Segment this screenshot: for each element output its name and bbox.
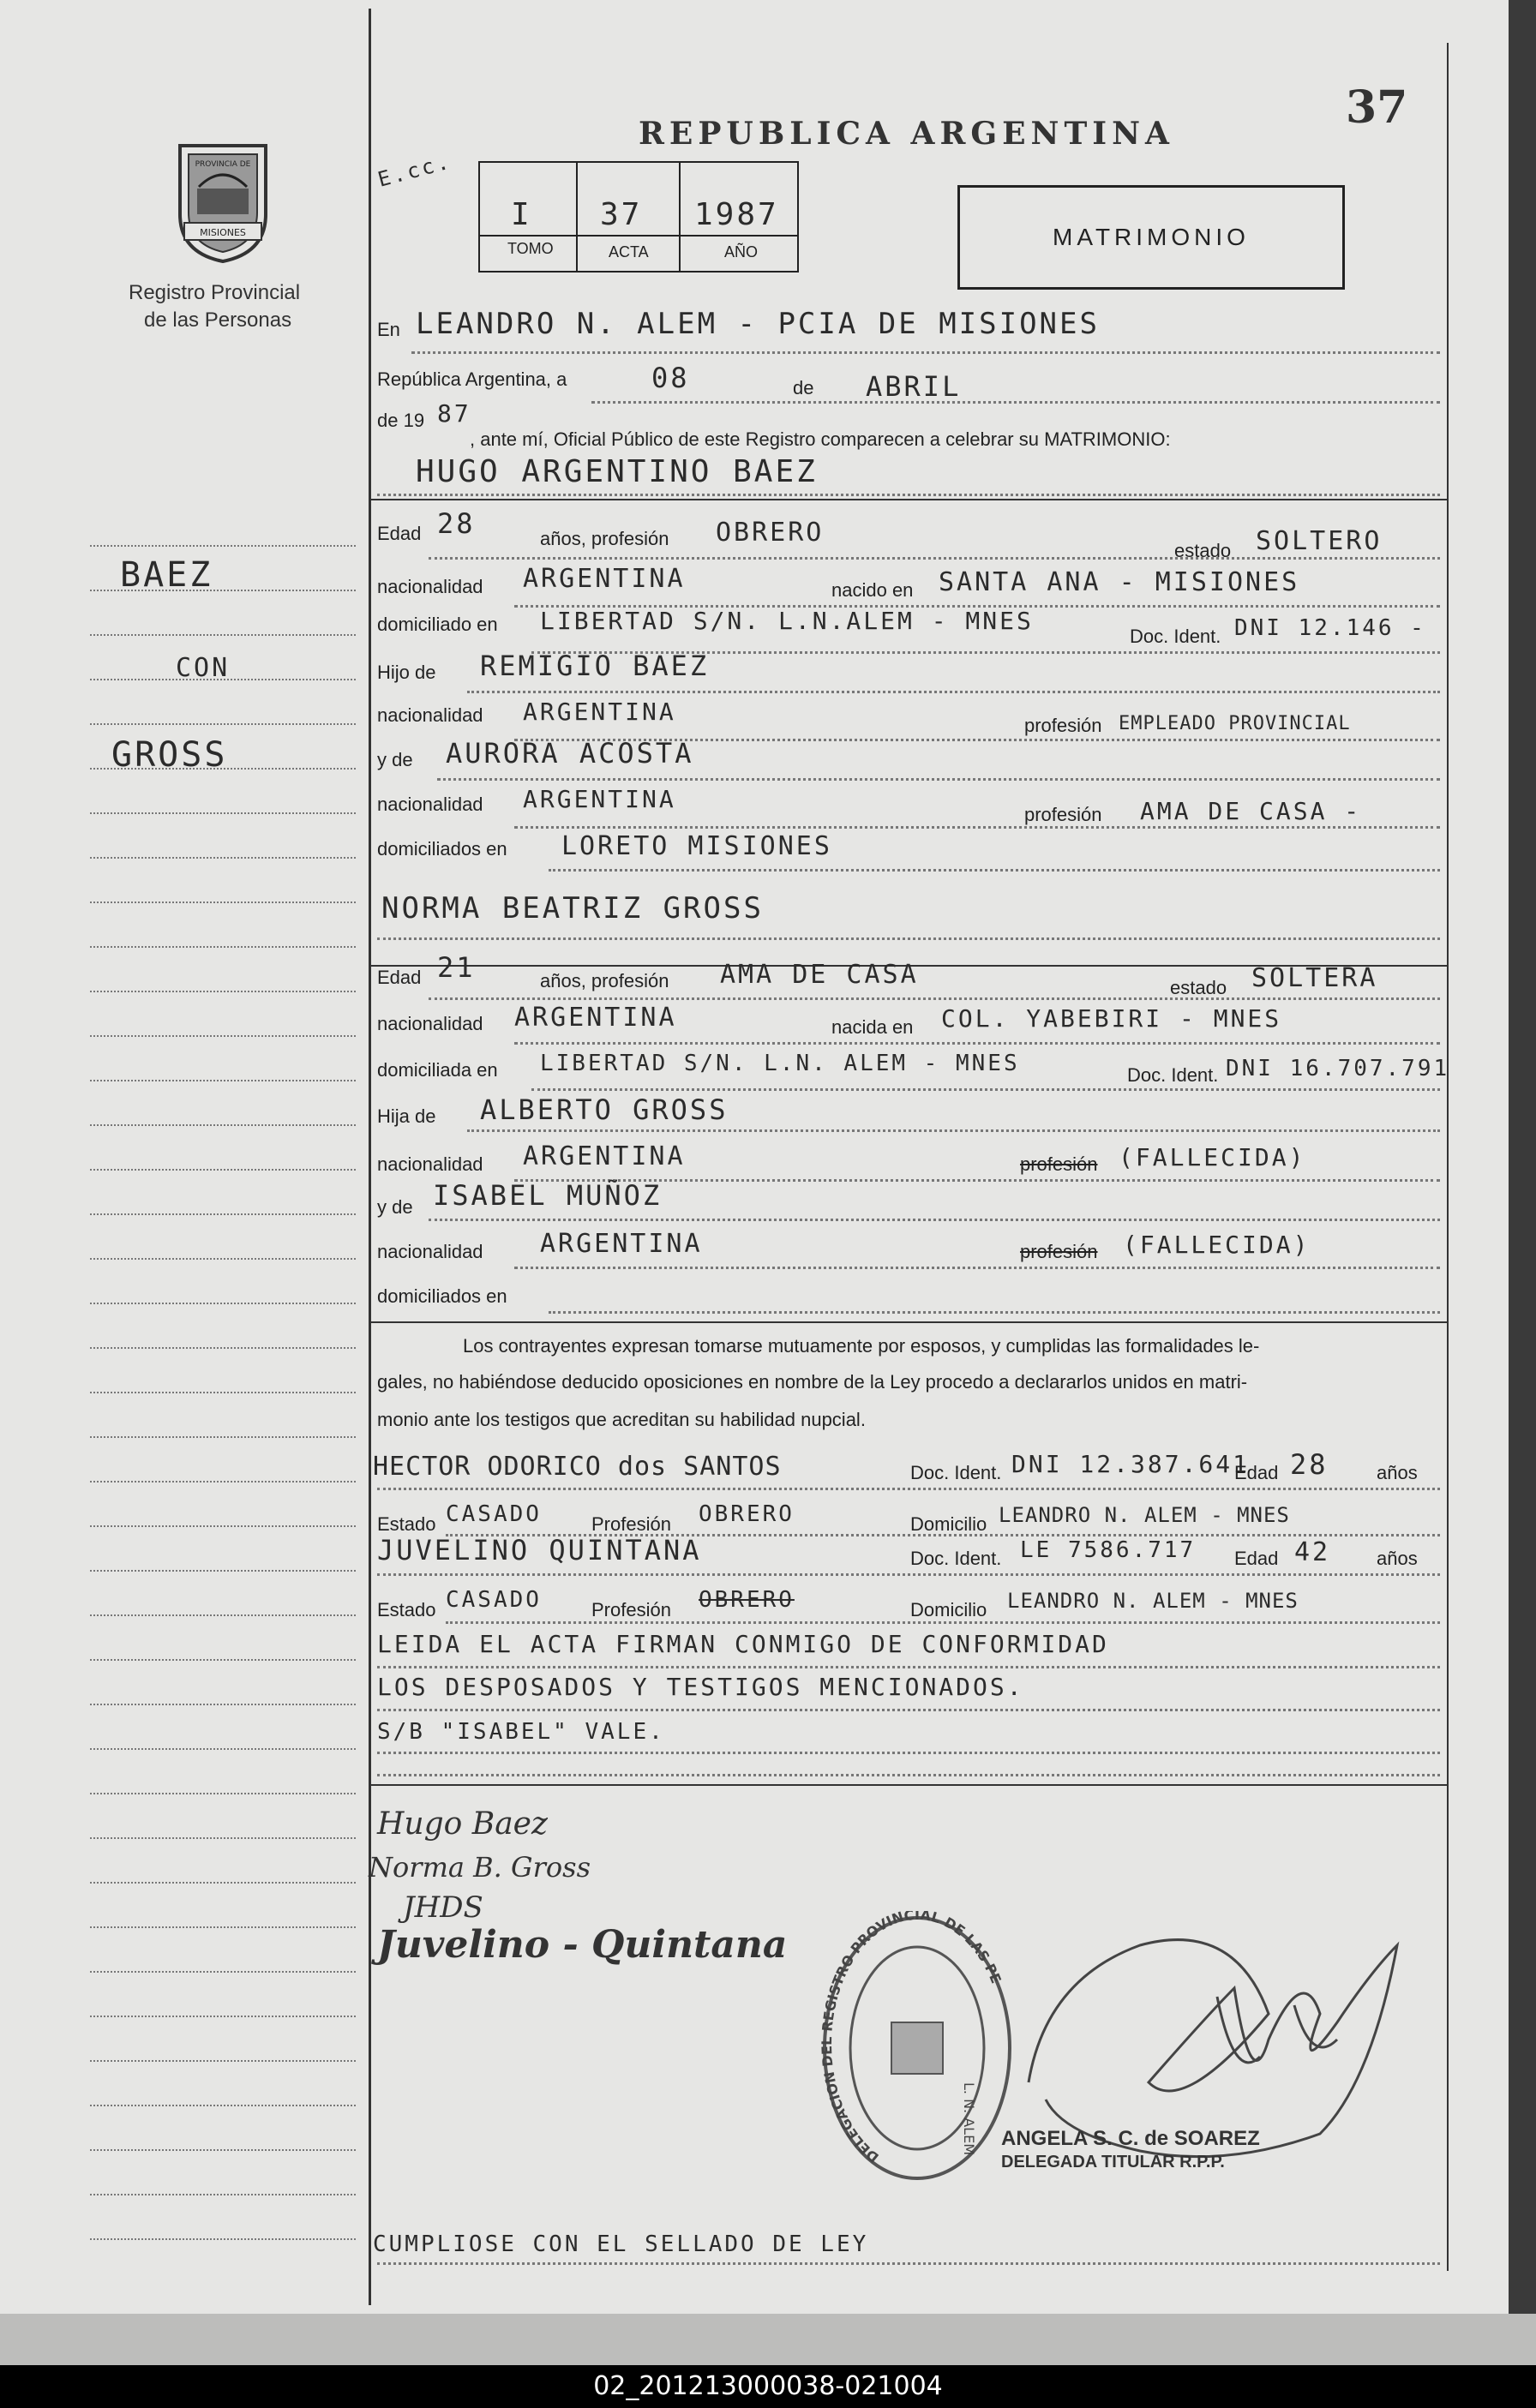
official-title: DELEGADA TITULAR R.P.P. bbox=[1001, 2153, 1225, 2171]
declaration-separator bbox=[369, 1321, 1447, 1323]
month-value: ABRIL bbox=[866, 370, 962, 403]
bride-estado-label: estado bbox=[1170, 977, 1227, 998]
bride-father-profession: (FALLECIDA) bbox=[1119, 1143, 1306, 1171]
witness1-address: LEANDRO N. ALEM - MNES bbox=[999, 1503, 1290, 1527]
day-value: 08 bbox=[651, 362, 690, 394]
margin-ruled-line bbox=[90, 1080, 356, 1081]
witness2-profession: OBRERO bbox=[699, 1587, 795, 1613]
tomo-label: TOMO bbox=[507, 240, 554, 257]
groom-domicilio-label: domiciliado en bbox=[377, 614, 498, 635]
margin-ruled-line bbox=[90, 1614, 356, 1616]
margin-ruled-line bbox=[90, 1882, 356, 1884]
bride-doc: DNI 16.707.791 bbox=[1226, 1056, 1450, 1081]
de-label: de bbox=[793, 377, 814, 398]
margin-ruled-line bbox=[90, 1659, 356, 1661]
bride-father-nationality: ARGENTINA bbox=[523, 1141, 686, 1171]
official-name: ANGELA S. C. de SOAREZ bbox=[1001, 2127, 1260, 2150]
witness1-doc-label: Doc. Ident. bbox=[910, 1462, 1002, 1483]
groom-father-nationality: ARGENTINA bbox=[523, 698, 676, 726]
margin-ruled-line bbox=[90, 634, 356, 636]
note-line-2: LOS DESPOSADOS Y TESTIGOS MENCIONADOS. bbox=[377, 1673, 1024, 1701]
groom-mother-nat-label: nacionalidad bbox=[377, 794, 483, 815]
bride-age: 21 bbox=[437, 951, 476, 984]
witness2-age: 42 bbox=[1294, 1537, 1331, 1567]
margin-ruled-line bbox=[90, 1704, 356, 1705]
margin-ruled-line bbox=[90, 1124, 356, 1126]
bride-doc-label: Doc. Ident. bbox=[1127, 1064, 1219, 1086]
margin-ruled-line bbox=[90, 2105, 356, 2106]
margin-ruled-line bbox=[90, 2016, 356, 2017]
groom-father-prof-label: profesión bbox=[1024, 715, 1102, 736]
groom-yde-label: y de bbox=[377, 749, 413, 770]
registry-stamp bbox=[819, 1911, 1016, 2185]
footer-note: CUMPLIOSE CON EL SELLADO DE LEY bbox=[373, 2231, 869, 2257]
witness2-edad-label: Edad bbox=[1234, 1548, 1279, 1569]
bride-profession: AMA DE CASA bbox=[720, 960, 919, 990]
witness2-address: LEANDRO N. ALEM - MNES bbox=[1007, 1589, 1299, 1613]
page-edge bbox=[0, 2314, 1536, 2365]
witness2-name: JUVELINO QUINTANA bbox=[377, 1534, 702, 1566]
groom-doc-label: Doc. Ident. bbox=[1130, 626, 1221, 647]
margin-ruled-line bbox=[90, 812, 356, 814]
groom-address: LIBERTAD S/N. L.N.ALEM - MNES bbox=[540, 607, 1034, 635]
margin-name-1: BAEZ bbox=[120, 555, 213, 595]
intro-statement: , ante mí, Oficial Público de este Registro comparecen a celebrar su MATRIMONIO: bbox=[470, 428, 1171, 450]
witness2-dom-label: Domicilio bbox=[910, 1599, 987, 1620]
right-frame-line bbox=[1447, 43, 1449, 2271]
office-line-2: de las Personas bbox=[144, 308, 292, 332]
margin-name-2: GROSS bbox=[111, 735, 228, 775]
witness2-doc-label: Doc. Ident. bbox=[910, 1548, 1002, 1569]
witness1-status: CASADO bbox=[446, 1501, 542, 1527]
margin-ruled-line bbox=[90, 2238, 356, 2240]
ano-label: AÑO bbox=[724, 243, 759, 261]
groom-nacido-label: nacido en bbox=[831, 579, 914, 601]
bride-mother: ISABEL MUÑOZ bbox=[433, 1179, 663, 1212]
witness1-anos-label: años bbox=[1377, 1462, 1418, 1483]
bride-domicilio-label: domiciliada en bbox=[377, 1059, 498, 1081]
groom-mother-profession: AMA DE CASA - bbox=[1140, 797, 1362, 825]
witness1-profession: OBRERO bbox=[699, 1501, 795, 1527]
witness1-name: HECTOR ODORICO dos SANTOS bbox=[373, 1452, 782, 1482]
margin-ruled-line bbox=[90, 1971, 356, 1973]
margin-ruled-line bbox=[90, 1748, 356, 1750]
margin-ruled-line bbox=[90, 545, 356, 547]
seal-top-text: PROVINCIA DE bbox=[195, 160, 251, 169]
stamp-center-text: L. N. ALEM bbox=[961, 2082, 977, 2155]
bride-mother-nat-label: nacionalidad bbox=[377, 1241, 483, 1262]
groom-nacionalidad-label: nacionalidad bbox=[377, 576, 483, 597]
groom-signature: Hugo Baez bbox=[377, 1806, 548, 1842]
corner-note: E.cc. bbox=[375, 149, 454, 192]
matrimonio-box bbox=[957, 185, 1345, 290]
margin-ruled-line bbox=[90, 1570, 356, 1572]
note-line-1: LEIDA EL ACTA FIRMAN CONMIGO DE CONFORMIDAD bbox=[377, 1630, 1109, 1658]
margin-ruled-line bbox=[90, 2194, 356, 2195]
bride-mother-nationality: ARGENTINA bbox=[540, 1229, 703, 1259]
bride-father-prof-label: profesión bbox=[1020, 1153, 1098, 1175]
country-title: REPUBLICA ARGENTINA bbox=[639, 116, 1174, 152]
bride-status: SOLTERA bbox=[1251, 963, 1378, 993]
place-value: LEANDRO N. ALEM - PCIA DE MISIONES bbox=[416, 307, 1100, 341]
bride-mother-prof-label: profesión bbox=[1020, 1241, 1098, 1262]
acta-label: ACTA bbox=[609, 243, 649, 261]
bride-signature: Norma B. Gross bbox=[369, 1851, 591, 1884]
bride-nationality: ARGENTINA bbox=[514, 1003, 677, 1033]
margin-ruled-line bbox=[90, 1258, 356, 1260]
declaration-line-2: gales, no habiéndose deducido oposiciones en nombre de la Ley procedo a declararlos unidos en matri- bbox=[377, 1371, 1248, 1393]
bride-father: ALBERTO GROSS bbox=[480, 1093, 729, 1126]
ano-value: 1987 bbox=[694, 197, 779, 232]
declaration-line-3: monio ante los testigos que acreditan su habilidad nupcial. bbox=[377, 1409, 866, 1430]
groom-age: 28 bbox=[437, 507, 476, 540]
groom-separator bbox=[369, 499, 1447, 500]
witness2-doc: LE 7586.717 bbox=[1020, 1537, 1197, 1563]
bride-birthplace: COL. YABEBIRI - MNES bbox=[941, 1004, 1282, 1033]
groom-parents-address: LORETO MISIONES bbox=[561, 831, 832, 861]
tomo-value: I bbox=[511, 197, 532, 232]
margin-ruled-line bbox=[90, 1837, 356, 1839]
margin-ruled-line bbox=[90, 1213, 356, 1215]
file-id-bar: 02_201213000038-021004 bbox=[0, 2365, 1536, 2408]
groom-father-nat-label: nacionalidad bbox=[377, 704, 483, 726]
groom-father: REMIGIO BAEZ bbox=[480, 650, 710, 682]
margin-ruled-line bbox=[90, 1481, 356, 1483]
page-number: 37 bbox=[1346, 81, 1408, 134]
margin-ruled-line bbox=[90, 2149, 356, 2151]
groom-parents-dom-label: domiciliados en bbox=[377, 838, 507, 860]
witness2-signature: Juvelino - Quintana bbox=[377, 1923, 788, 1967]
margin-ruled-line bbox=[90, 857, 356, 859]
witness2-prof-label: Profesión bbox=[591, 1599, 671, 1620]
margin-ruled-line bbox=[90, 946, 356, 948]
bride-nacida-label: nacida en bbox=[831, 1016, 914, 1038]
acta-value: 37 bbox=[600, 197, 643, 232]
bride-mother-profession: (FALLECIDA) bbox=[1123, 1231, 1311, 1259]
margin-con: CON bbox=[176, 653, 231, 683]
witness1-signature: JHDS bbox=[403, 1890, 483, 1925]
groom-edad-label: Edad bbox=[377, 523, 422, 544]
groom-profession: OBRERO bbox=[716, 518, 825, 548]
groom-full-name: HUGO ARGENTINO BAEZ bbox=[416, 454, 818, 489]
margin-ruled-line bbox=[90, 1303, 356, 1304]
seal-bottom-text: MISIONES bbox=[200, 227, 246, 238]
margin-ruled-line bbox=[90, 1525, 356, 1527]
left-frame-line bbox=[369, 9, 371, 2305]
office-line-1: Registro Provincial bbox=[129, 281, 301, 304]
bride-father-nat-label: nacionalidad bbox=[377, 1153, 483, 1175]
groom-mother-nationality: ARGENTINA bbox=[523, 785, 676, 813]
margin-ruled-line bbox=[90, 2060, 356, 2062]
margin-ruled-line bbox=[90, 1035, 356, 1037]
note-line-3: S/B "ISABEL" VALE. bbox=[377, 1719, 665, 1745]
bride-address: LIBERTAD S/N. L.N. ALEM - MNES bbox=[540, 1051, 1020, 1076]
bride-nacionalidad-label: nacionalidad bbox=[377, 1013, 483, 1034]
witness1-doc: DNI 12.387.641 bbox=[1011, 1450, 1251, 1478]
stamp-ring-text: DELEGACION DEL REGISTRO PROVINCIAL DE LAS PE bbox=[819, 1911, 1005, 2166]
bride-hija-label: Hija de bbox=[377, 1105, 436, 1127]
witness1-edad-label: Edad bbox=[1234, 1462, 1279, 1483]
witness2-estado-label: Estado bbox=[377, 1599, 436, 1620]
year-label: de 19 bbox=[377, 410, 425, 431]
declaration-line-1: Los contrayentes expresan tomarse mutuamente por esposos, y cumplidas las formalidades le- bbox=[463, 1335, 1260, 1357]
bride-full-name: NORMA BEATRIZ GROSS bbox=[381, 891, 764, 925]
matrimonio-title: MATRIMONIO bbox=[1053, 224, 1250, 250]
groom-doc: DNI 12.146 - bbox=[1234, 615, 1426, 641]
bride-yde-label: y de bbox=[377, 1196, 413, 1218]
margin-ruled-line bbox=[90, 1392, 356, 1393]
groom-estado-label: estado bbox=[1174, 540, 1232, 561]
provincial-seal-icon bbox=[163, 137, 283, 266]
witness1-prof-label: Profesión bbox=[591, 1513, 671, 1535]
registry-box bbox=[478, 161, 799, 273]
groom-mother-prof-label: profesión bbox=[1024, 804, 1102, 825]
signature-separator bbox=[369, 1784, 1447, 1786]
margin-ruled-line bbox=[90, 1793, 356, 1794]
groom-nationality: ARGENTINA bbox=[523, 564, 686, 594]
margin-ruled-line bbox=[90, 1169, 356, 1171]
margin-ruled-line bbox=[90, 902, 356, 903]
margin-ruled-line bbox=[90, 1436, 356, 1438]
groom-hijo-label: Hijo de bbox=[377, 662, 436, 683]
witness1-age: 28 bbox=[1290, 1448, 1329, 1481]
groom-mother: AURORA ACOSTA bbox=[446, 737, 694, 770]
witness2-anos-label: años bbox=[1377, 1548, 1418, 1569]
margin-ruled-line bbox=[90, 991, 356, 992]
year-value: 87 bbox=[437, 399, 471, 428]
republica-label: República Argentina, a bbox=[377, 368, 567, 390]
witness1-dom-label: Domicilio bbox=[910, 1513, 987, 1535]
witness2-status: CASADO bbox=[446, 1587, 542, 1613]
bride-anos-label: años, profesión bbox=[540, 970, 669, 991]
groom-birthplace: SANTA ANA - MISIONES bbox=[939, 567, 1300, 597]
margin-ruled-line bbox=[90, 1347, 356, 1349]
margin-ruled-line bbox=[90, 723, 356, 725]
groom-anos-label: años, profesión bbox=[540, 528, 669, 549]
margin-ruled-line bbox=[90, 1926, 356, 1928]
bride-edad-label: Edad bbox=[377, 967, 422, 988]
witness1-estado-label: Estado bbox=[377, 1513, 436, 1535]
groom-status: SOLTERO bbox=[1256, 526, 1383, 556]
bride-parents-dom-label: domiciliados en bbox=[377, 1285, 507, 1307]
groom-father-profession: EMPLEADO PROVINCIAL bbox=[1119, 713, 1351, 734]
en-label: En bbox=[377, 319, 400, 340]
